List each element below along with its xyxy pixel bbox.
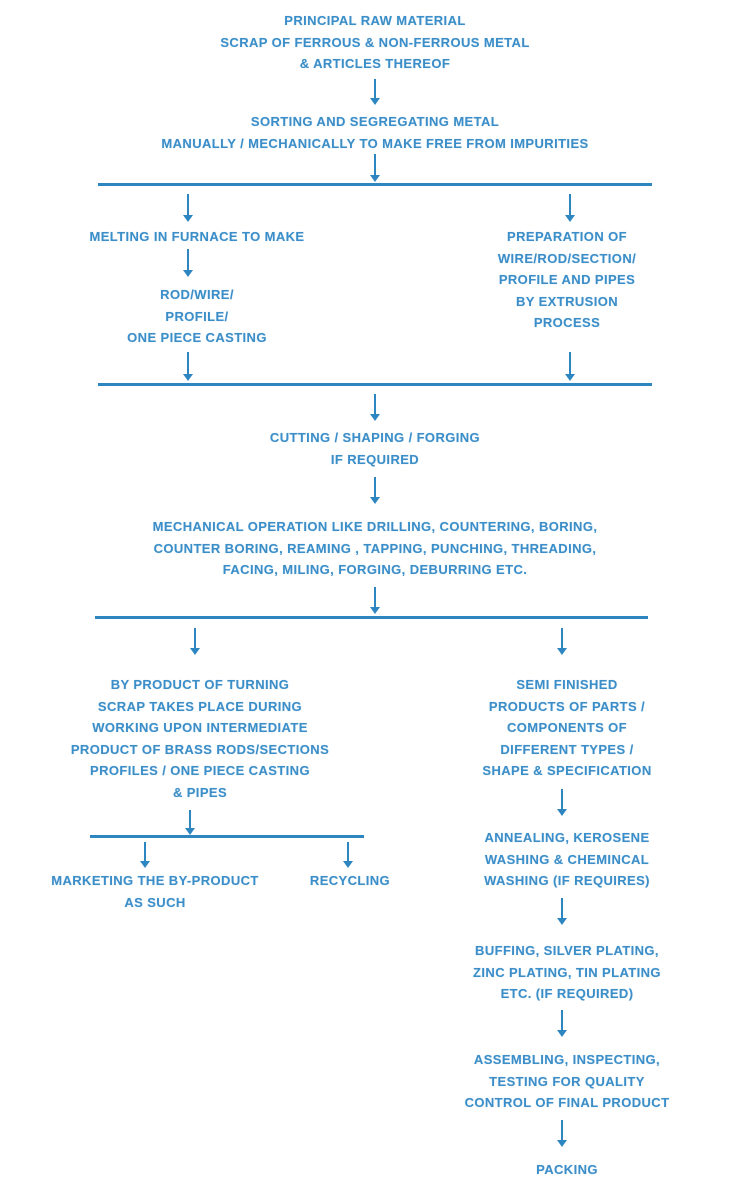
node-semi-finished <box>437 674 697 782</box>
down-arrow-icon <box>555 898 569 925</box>
node-marketing <box>35 870 275 913</box>
node-line: BY EXTRUSION <box>515 293 619 309</box>
arrow-stem <box>187 352 189 374</box>
node-line: SHAPE & SPECIFICATION <box>482 763 652 778</box>
down-arrow-icon <box>368 587 382 614</box>
down-arrow-icon <box>555 789 569 816</box>
node-line: & ARTICLES THEREOF <box>299 56 451 71</box>
arrow-stem <box>561 1010 563 1030</box>
down-arrow-icon <box>368 477 382 504</box>
node-line: PRODUCTS OF PARTS / <box>488 698 646 714</box>
node-melting <box>67 226 327 248</box>
arrow-stem <box>561 1120 563 1140</box>
node-mechanical-operation <box>90 516 660 581</box>
arrow-head <box>370 414 380 421</box>
node-line: WASHING (IF REQUIRES) <box>484 873 650 888</box>
node-buffing <box>437 940 697 1005</box>
node-line: PROCESS <box>533 315 601 330</box>
merge-line <box>98 383 652 386</box>
arrow-head <box>183 215 193 222</box>
arrow-stem <box>561 628 563 648</box>
node-assembling <box>425 1049 709 1114</box>
node-line: FACING, MILING, FORGING, DEBURRING ETC. <box>222 562 528 577</box>
node-line: SEMI FINISHED <box>516 677 618 692</box>
node-line: BUFFING, SILVER PLATING, <box>475 943 659 958</box>
arrow-head <box>183 270 193 277</box>
down-arrow-icon <box>555 1010 569 1037</box>
node-line: PRODUCT OF BRASS RODS/SECTIONS <box>70 741 330 757</box>
node-line: PREPARATION OF <box>507 229 627 244</box>
down-arrow-icon <box>368 154 382 182</box>
arrow-head <box>183 374 193 381</box>
branch-line-byproduct <box>90 835 364 838</box>
node-line: CUTTING / SHAPING / FORGING <box>269 430 481 445</box>
arrow-head <box>565 215 575 222</box>
arrow-stem <box>144 842 146 861</box>
arrow-head <box>557 809 567 816</box>
down-arrow-icon <box>563 352 577 381</box>
node-line: ETC. (IF REQUIRED) <box>500 986 634 1001</box>
down-arrow-icon <box>183 810 197 835</box>
down-arrow-icon <box>368 394 382 421</box>
node-line: SCRAP OF FERROUS & NON-FERROUS METAL <box>220 34 530 50</box>
arrow-stem <box>561 789 563 809</box>
node-cutting <box>105 427 645 470</box>
node-line: AS SUCH <box>124 894 186 910</box>
node-line: CONTROL OF FINAL PRODUCT <box>464 1095 670 1110</box>
node-by-product <box>48 674 352 803</box>
node-line: SORTING AND SEGREGATING METAL <box>250 114 500 129</box>
node-line: PROFILES / ONE PIECE CASTING <box>90 763 310 778</box>
node-line: MECHANICAL OPERATION LIKE DRILLING, COUNTERING, BORING, <box>152 519 598 534</box>
down-arrow-icon <box>138 842 152 868</box>
node-line: PROFILE/ <box>165 308 229 324</box>
down-arrow-icon <box>341 842 355 868</box>
node-line: WIRE/ROD/SECTION/ <box>497 250 637 266</box>
node-line: & PIPES <box>172 784 228 800</box>
node-line: MARKETING THE BY-PRODUCT <box>51 873 259 888</box>
node-principal-raw-material <box>102 10 648 75</box>
arrow-stem <box>374 154 376 175</box>
node-line: COUNTER BORING, REAMING , TAPPING, PUNCHING, THREADING, <box>153 540 597 556</box>
node-annealing <box>437 827 697 892</box>
arrow-stem <box>374 79 376 98</box>
arrow-head <box>370 98 380 105</box>
node-line: DIFFERENT TYPES / <box>500 741 634 757</box>
arrow-head <box>140 861 150 868</box>
arrow-head <box>565 374 575 381</box>
node-packing <box>507 1159 627 1181</box>
node-line: MELTING IN FURNACE TO MAKE <box>89 229 305 244</box>
arrow-stem <box>374 587 376 607</box>
node-line: PROFILE AND PIPES <box>498 272 636 287</box>
node-line: ROD/WIRE/ <box>160 287 234 302</box>
arrow-head <box>190 648 200 655</box>
node-line: BY PRODUCT OF TURNING <box>110 677 290 692</box>
node-line: ZINC PLATING, TIN PLATING <box>473 964 661 980</box>
node-line: ONE PIECE CASTING <box>127 330 267 345</box>
arrow-stem <box>187 194 189 215</box>
branch-line-top <box>98 183 652 186</box>
arrow-stem <box>561 898 563 918</box>
node-preparation <box>437 226 697 334</box>
node-line: PRINCIPAL RAW MATERIAL <box>284 13 466 28</box>
arrow-head <box>185 828 195 835</box>
arrow-head <box>370 175 380 182</box>
arrow-stem <box>187 249 189 270</box>
arrow-stem <box>374 394 376 414</box>
node-line: TESTING FOR QUALITY <box>489 1073 645 1089</box>
node-sorting <box>90 111 660 154</box>
down-arrow-icon <box>555 628 569 655</box>
arrow-head <box>557 918 567 925</box>
arrow-head <box>557 1030 567 1037</box>
arrow-stem <box>189 810 191 828</box>
node-line: ANNEALING, KEROSENE <box>484 830 650 845</box>
arrow-stem <box>374 477 376 497</box>
node-rod-wire <box>67 284 327 349</box>
branch-line-middle <box>95 616 648 619</box>
arrow-head <box>557 648 567 655</box>
down-arrow-icon <box>368 79 382 105</box>
node-line: WASHING & CHEMINCAL <box>484 851 650 867</box>
arrow-stem <box>194 628 196 648</box>
arrow-head <box>343 861 353 868</box>
arrow-head <box>370 607 380 614</box>
arrow-stem <box>569 352 571 374</box>
node-line: RECYCLING <box>309 873 391 888</box>
node-line: PACKING <box>536 1162 598 1177</box>
down-arrow-icon <box>181 194 195 222</box>
down-arrow-icon <box>555 1120 569 1147</box>
node-line: COMPONENTS OF <box>506 720 628 735</box>
down-arrow-icon <box>188 628 202 655</box>
arrow-head <box>370 497 380 504</box>
node-line: ASSEMBLING, INSPECTING, <box>473 1052 661 1067</box>
node-line: IF REQUIRED <box>330 451 420 467</box>
down-arrow-icon <box>181 249 195 277</box>
down-arrow-icon <box>181 352 195 381</box>
down-arrow-icon <box>563 194 577 222</box>
arrow-head <box>557 1140 567 1147</box>
arrow-stem <box>347 842 349 861</box>
node-recycling <box>290 870 410 892</box>
node-line: MANUALLY / MECHANICALLY TO MAKE FREE FROM IMPURITIES <box>161 135 589 151</box>
arrow-stem <box>569 194 571 215</box>
node-line: SCRAP TAKES PLACE DURING <box>97 698 303 714</box>
node-line: WORKING UPON INTERMEDIATE <box>92 720 308 735</box>
